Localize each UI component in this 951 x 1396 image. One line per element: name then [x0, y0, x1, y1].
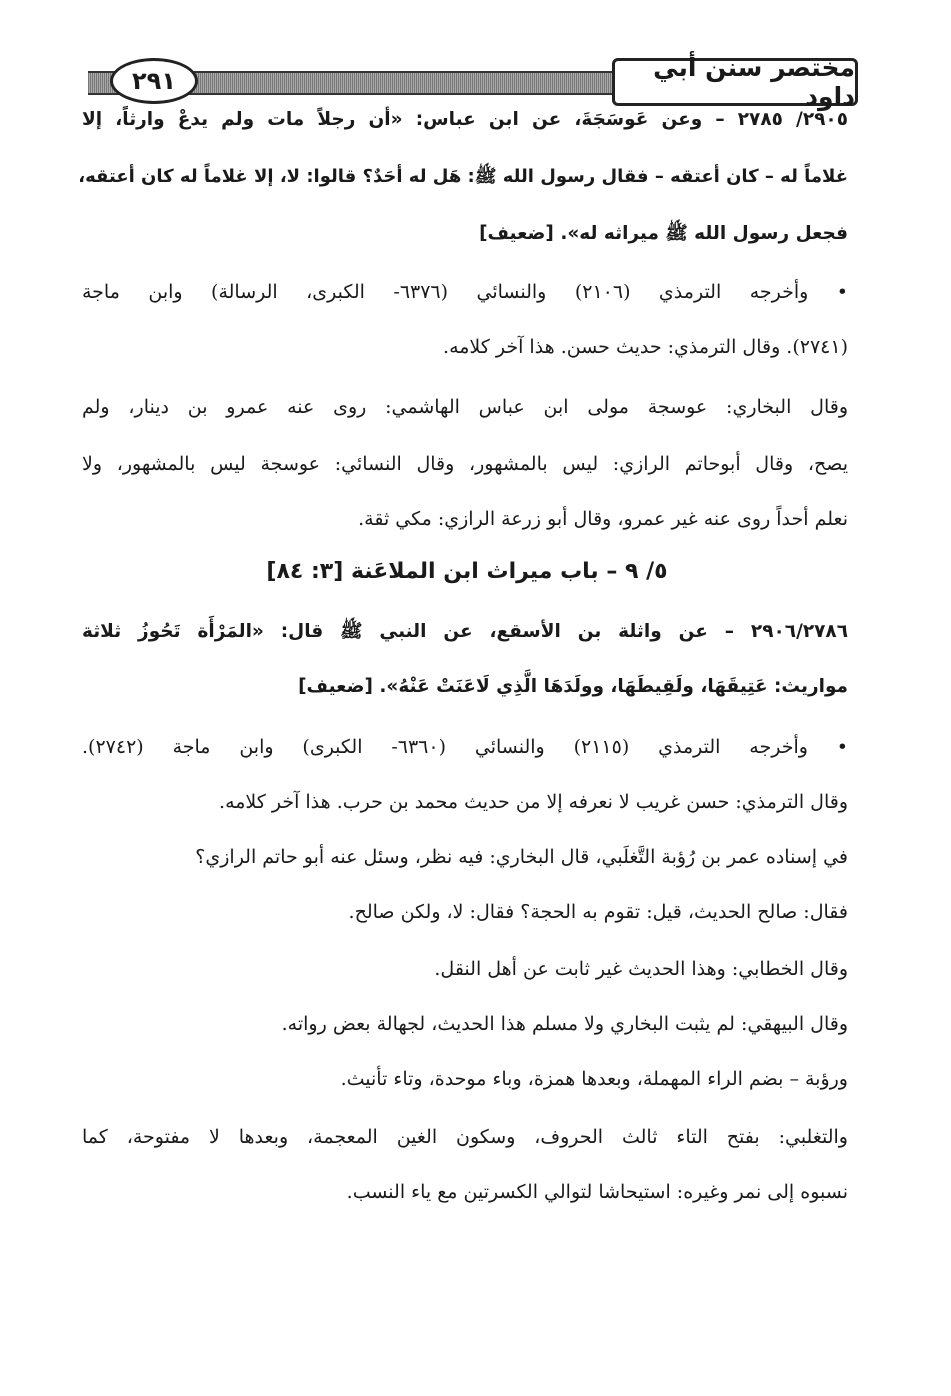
text-line: وقال الخطابي: وهذا الحديث غير ثابت عن أهل النقل.	[434, 958, 848, 980]
text-line: ٢٩٠٦/٢٧٨٦ – عن واثلة بن الأسقع، عن النبي ﷺ قال: «المَرْأَة تَحُوزُ ثلاثة	[82, 621, 848, 642]
text-line: وقال البخاري: عوسجة مولى ابن عباس الهاشمي: روى عنه عمرو بن دينار، ولم	[82, 396, 848, 418]
text-line: يصح، وقال أبوحاتم الرازي: ليس بالمشهور، وقال النسائي: عوسجة ليس بالمشهور، ولا	[82, 453, 848, 475]
text-line: والتغلبي: بفتح التاء ثالث الحروف، وسكون الغين المعجمة، وبعدها لا مفتوحة، كما	[82, 1126, 848, 1148]
page-number: ٢٩١	[110, 58, 198, 104]
text-line: فقال: صالح الحديث، قيل: تقوم به الحجة؟ فقال: لا، ولكن صالح.	[348, 901, 848, 923]
book-title: مختصر سنن أبي داود	[612, 58, 858, 106]
text-line: • وأخرجه الترمذي (٢١٠٦) والنسائي (٦٣٧٦- الكبرى، الرسالة) وابن ماجة	[82, 281, 848, 303]
text-line: (٢٧٤١). وقال الترمذي: حديث حسن. هذا آخر كلامه.	[443, 336, 848, 358]
text-line: فجعل رسول الله ﷺ ميراثه له». [ضعيف]	[479, 223, 848, 244]
text-line: غلاماً له – كان أعتقه – فقال رسول الله ﷺ: هَل له أحَدٌ؟ قالوا: لا، إلا غلاماً له كان أعتقه،	[78, 166, 848, 187]
text-line: وقال الترمذي: حسن غريب لا نعرفه إلا من حديث محمد بن حرب. هذا آخر كلامه.	[219, 791, 848, 813]
text-line: نعلم أحداً روى عنه غير عمرو، وقال أبو زرعة الرازي: مكي ثقة.	[358, 508, 848, 530]
text-line: وقال البيهقي: لم يثبت البخاري ولا مسلم هذا الحديث، لجهالة بعض رواته.	[281, 1013, 848, 1035]
text-line: • وأخرجه الترمذي (٢١١٥) والنسائي (٦٣٦٠- الكبرى) وابن ماجة (٢٧٤٢).	[82, 736, 848, 758]
text-line: ورؤبة – بضم الراء المهملة، وبعدها همزة، وباء موحدة، وتاء تأنيث.	[340, 1068, 848, 1090]
text-line: مواريث: عَتِيقَهَا، ولَقِيطَهَا، وولَدَهَا الَّذِي لَاعَنَتْ عَنْهُ». [ضعيف]	[298, 676, 848, 697]
text-line: نسبوه إلى نمر وغيره: استيحاشا لتوالي الكسرتين مع ياء النسب.	[346, 1181, 848, 1203]
page-header	[88, 53, 858, 111]
section-heading: ٥/ ٩ – باب ميراث ابن الملاعَنة [٣: ٨٤]	[266, 559, 668, 584]
text-line: في إسناده عمر بن رُؤبة التَّغلَبي، قال البخاري: فيه نظر، وسئل عنه أبو حاتم الرازي؟	[195, 846, 848, 868]
text-line: ٢٩٠٥/ ٢٧٨٥ – وعن عَوسَجَةَ، عن ابن عباس: «أن رجلاً مات ولم يدعْ وارثاً، إلا	[82, 109, 848, 130]
